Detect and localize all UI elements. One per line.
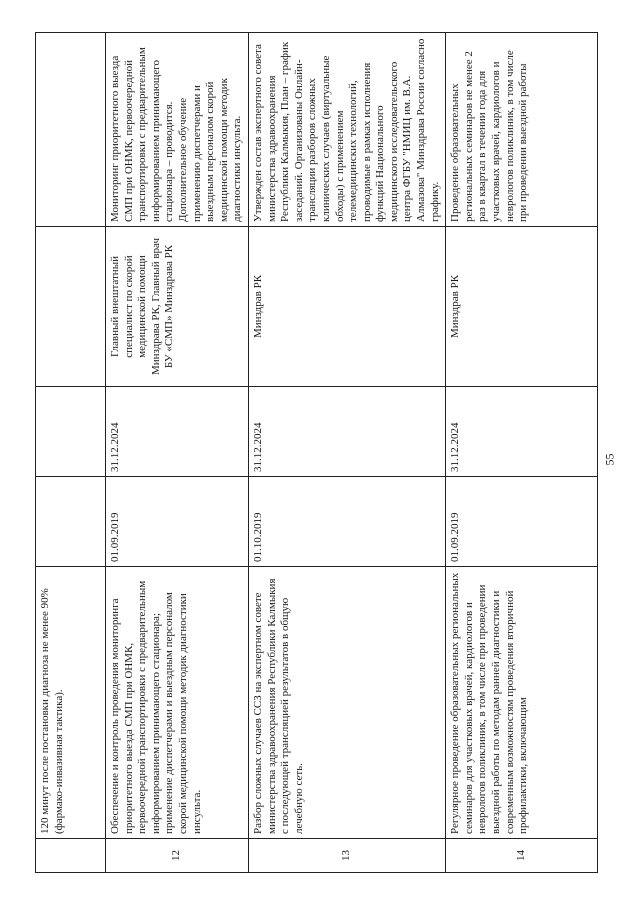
measures-table: [35, 32, 598, 873]
table-row: [248, 33, 445, 873]
start-date-cell: [36, 477, 106, 567]
result-cell: Мониторинг приоритетного выезда СМП при ОНМК, первоочередной транспортировки с предварительным информированием принимающего стационара – проводится. Дополнительное обучение применению диспетчерами и выездным персоналом скорой медицинской помощи методик диагностики инсульта.: [106, 33, 249, 227]
result-cell: [36, 33, 106, 227]
result-cell: Проведение образовательных региональных семинаров не менее 2 раз в квартал в течении года для участковых врачей, кардиологов и неврологов поликлиник, в том числе при проведении выездной работы: [446, 33, 598, 227]
start-date-cell: 01.09.2019: [106, 477, 249, 567]
page-number: 55: [602, 453, 617, 466]
end-date-cell: 31.12.2024: [106, 387, 249, 477]
activity-cell: Разбор сложных случаев ССЗ на экспертном совете министерства здравоохранения Республики Калмыкия с последующей трансляцией результатов в общую лечебную сеть.: [248, 567, 445, 839]
responsible-cell: Минздрав РК: [446, 227, 598, 387]
row-number: 12: [106, 839, 249, 873]
end-date-cell: 31.12.2024: [248, 387, 445, 477]
responsible-cell: Главный внештатный специалист по скорой медицинской помощи Минздрава РК, Главный врач БУ «СМП» Минздрава РК: [106, 227, 249, 387]
end-date-cell: 31.12.2024: [446, 387, 598, 477]
table-row: [106, 33, 249, 873]
table-row: [446, 33, 598, 873]
rotated-table-container: [35, 33, 575, 873]
row-number: 13: [248, 839, 445, 873]
start-date-cell: 01.09.2019: [446, 477, 598, 567]
start-date-cell: 01.10.2019: [248, 477, 445, 567]
row-number: [36, 839, 106, 873]
responsible-cell: Минздрав РК: [248, 227, 445, 387]
end-date-cell: [36, 387, 106, 477]
activity-cell: 120 минут после постановки диагноза не менее 90% (фармако-инвазивная тактика).: [36, 567, 106, 839]
row-number: 14: [446, 839, 598, 873]
result-cell: Утвержден состав экспертного совета министерства здравоохранения Республики Калмыкия, План – график заседаний. Организованы Онлайн-трансляции разборов сложных клинических случаев (виртуальные обходы) с применением телемедицинских технологий, проводимые в рамках исполнения функций Национального медицинского исследовательского центра ФГБУ "НМИЦ им. В.А. Алмазова" Минздрава России согласно графику.: [248, 33, 445, 227]
activity-cell: Обеспечение и контроль проведения мониторинга приоритетного выезда СМП при ОНМК, первоочередной транспортировки с предварительным информированием принимающего стационара; применение диспетчерами и выездным персоналом скорой медицинской помощи методик диагностики инсульта.: [106, 567, 249, 839]
responsible-cell: [36, 227, 106, 387]
table-row: [36, 33, 106, 873]
activity-cell: Регулярное проведение образовательных региональных семинаров для участковых врачей, кардиологов и неврологов поликлиник, в том числе при проведении выездной работы по методам ранней диагностики и современным возможностям проведения вторичной профилактики, включающим: [446, 567, 598, 839]
